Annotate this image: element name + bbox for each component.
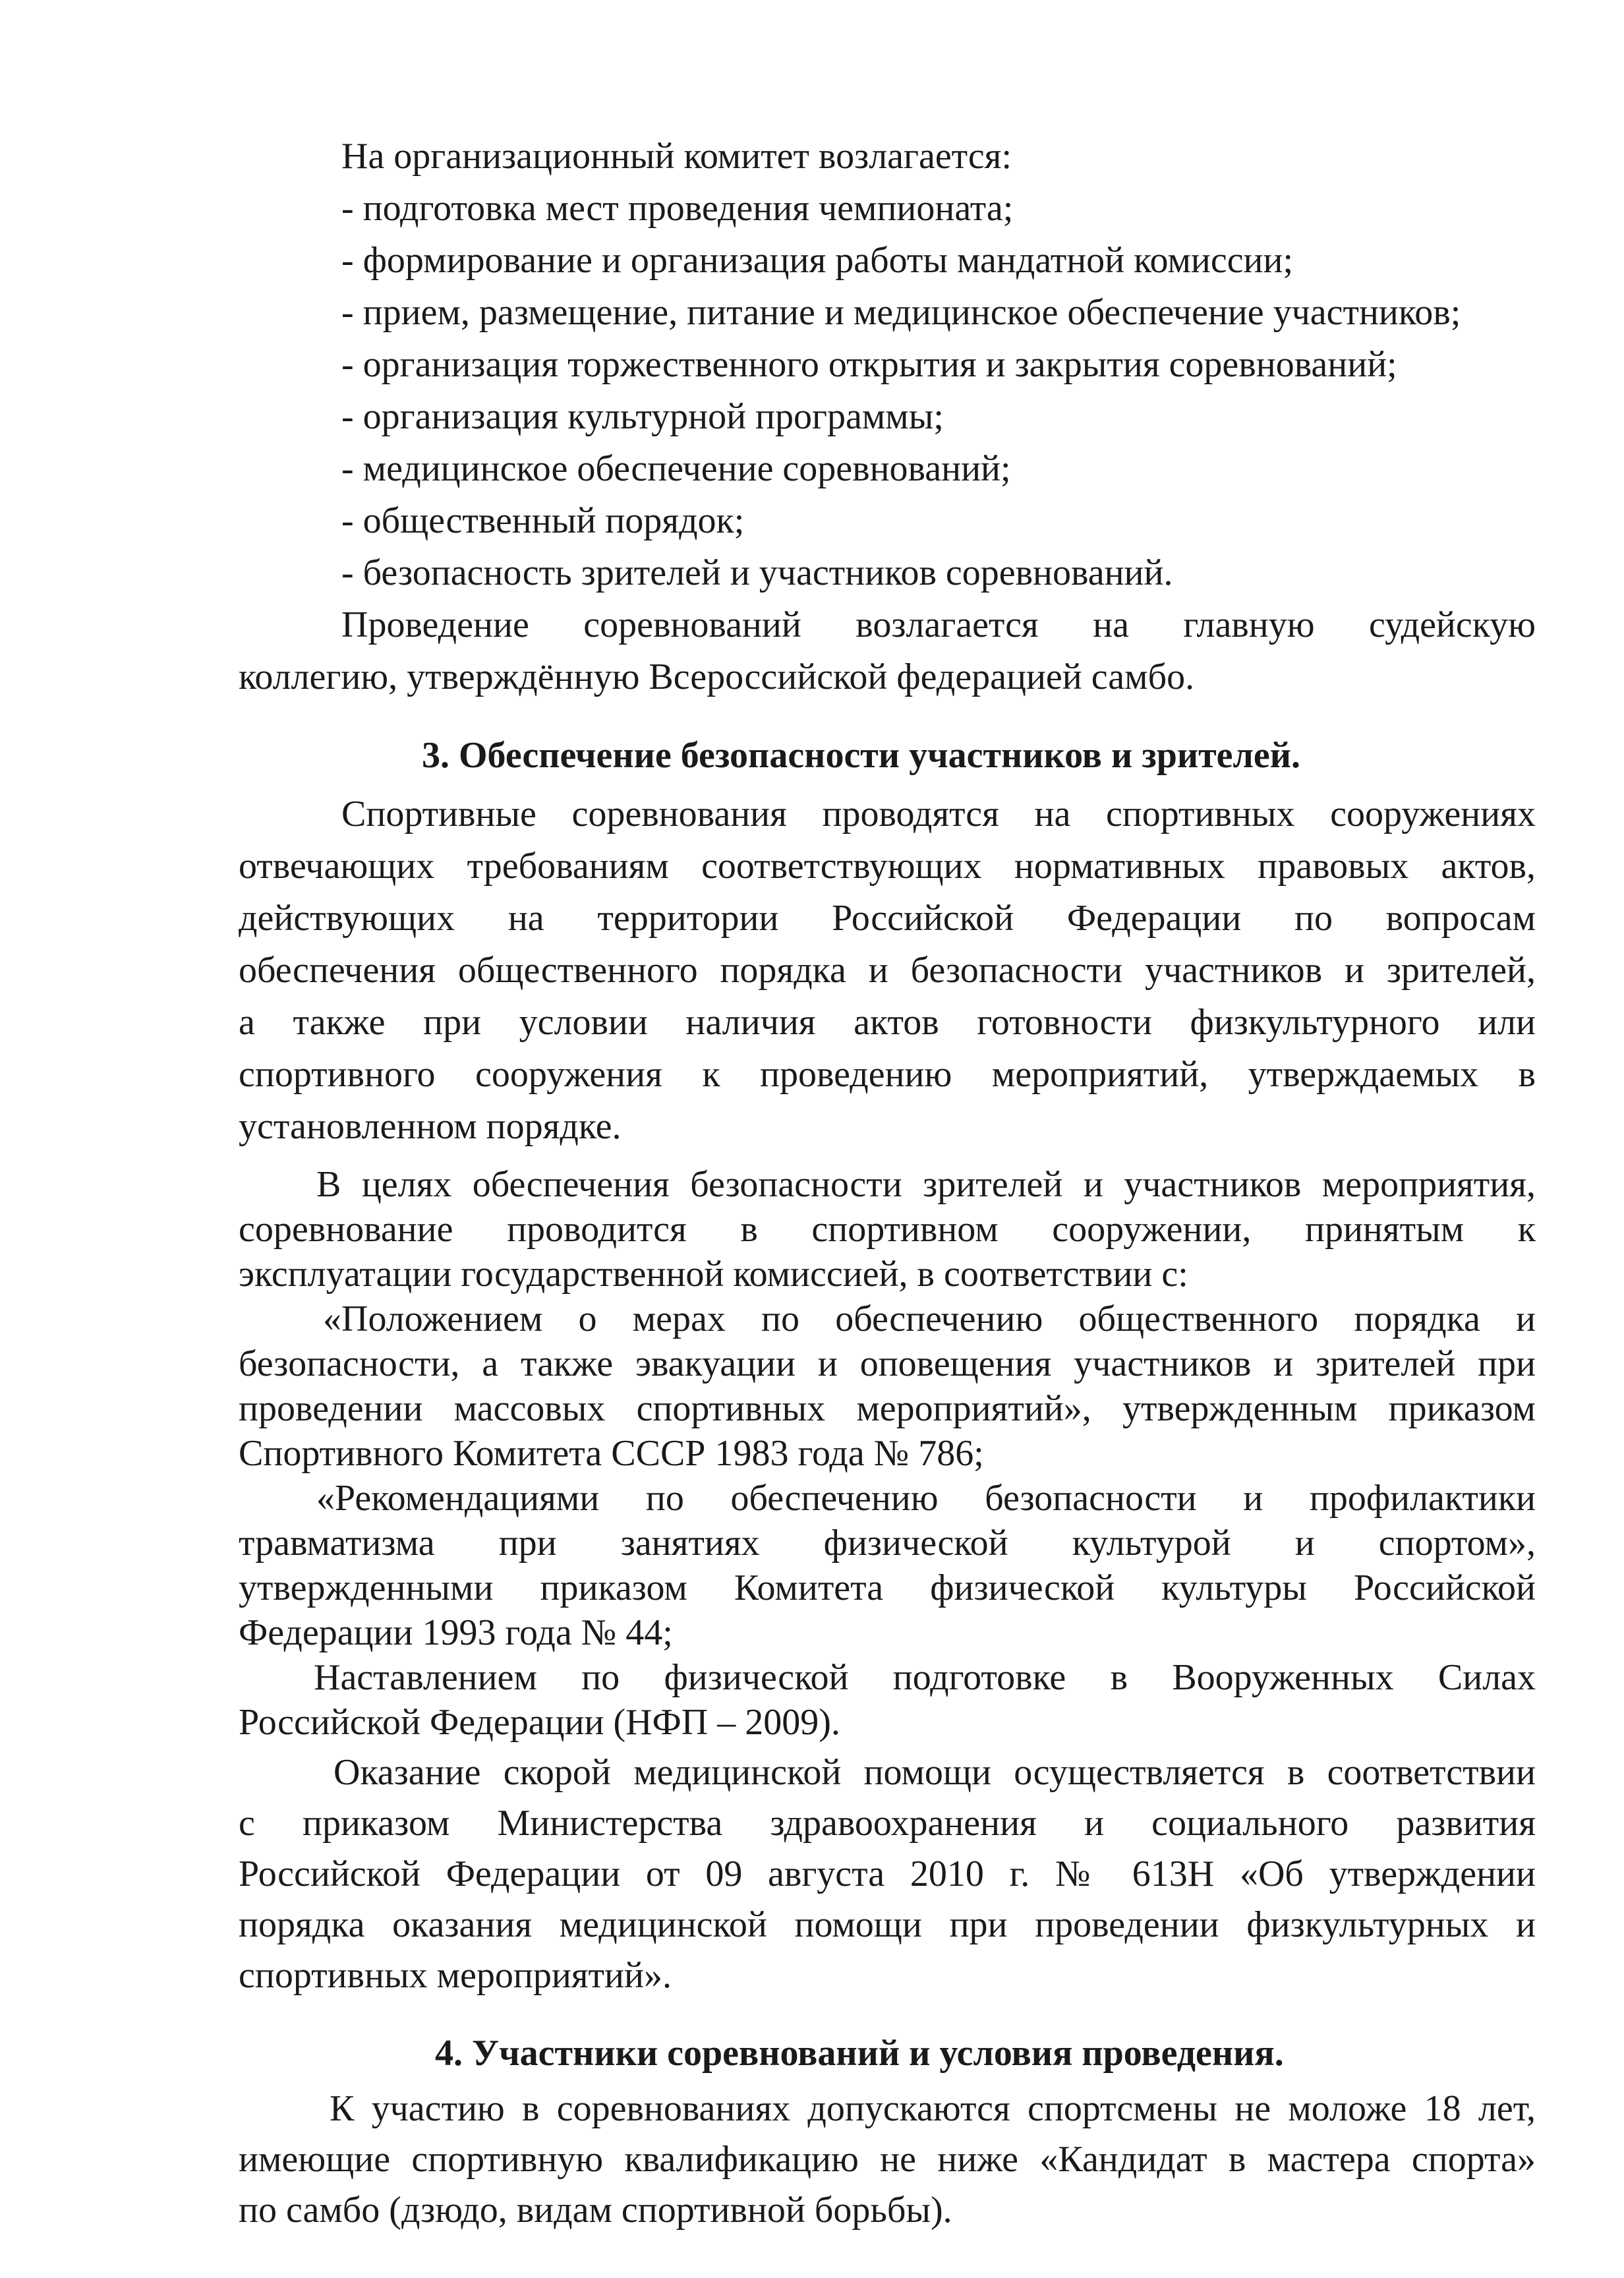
- section-3-paragraph-line: действующих на территории Российской Федерации по вопросам: [239, 898, 1536, 939]
- section-3-paragraph-line: установленном порядке.: [239, 1106, 622, 1147]
- section-4-heading: 4. Участники соревнований и условия проведения.: [435, 2033, 1284, 2074]
- section-3-paragraph-line: эксплуатации государственной комиссией, в соответствии с:: [239, 1254, 1188, 1295]
- section-3-paragraph-line: Наставлением по физической подготовке в Вооруженных Силах: [314, 1657, 1536, 1698]
- section-3-paragraph-line: Оказание скорой медицинской помощи осуществляется в соответствии: [334, 1752, 1536, 1793]
- section-3-paragraph-line: Российской Федерации от 09 августа 2010 г. № 613Н «Об утверждении: [239, 1854, 1536, 1894]
- section-3-paragraph-line: соревнование проводится в спортивном сооружении, принятым к: [239, 1209, 1536, 1250]
- section-3-paragraph-line: безопасности, а также эвакуации и оповещения участников и зрителей при: [239, 1343, 1536, 1384]
- section-3-paragraph-line: травматизма при занятиях физической культурой и спортом»,: [239, 1523, 1536, 1563]
- section-3-paragraph-line: «Положением о мерах по обеспечению общественного порядка и: [323, 1299, 1536, 1339]
- committee-intro: На организационный комитет возлагается:: [341, 136, 1012, 177]
- section-3-paragraph-line: обеспечения общественного порядка и безопасности участников и зрителей,: [239, 950, 1536, 991]
- section-3-paragraph-line: спортивного сооружения к проведению мероприятий, утверждаемых в: [239, 1054, 1536, 1095]
- section-3-paragraph-line: проведении массовых спортивных мероприятий», утвержденным приказом: [239, 1388, 1536, 1429]
- section-3-paragraph-line: Федерации 1993 года № 44;: [239, 1612, 673, 1653]
- duty-item: - формирование и организация работы мандатной комиссии;: [341, 240, 1294, 281]
- section-4-paragraph-line: имеющие спортивную квалификацию не ниже «Кандидат в мастера спорта»: [239, 2139, 1536, 2180]
- duty-item: - организация культурной программы;: [341, 396, 944, 437]
- section-3-paragraph-line: спортивных мероприятий».: [239, 1955, 672, 1996]
- section-3-heading: 3. Обеспечение безопасности участников и зрителей.: [422, 735, 1301, 776]
- duty-item: - медицинское обеспечение соревнований;: [341, 448, 1011, 489]
- section-3-paragraph-line: Российской Федерации (НФП – 2009).: [239, 1702, 840, 1743]
- duty-item: - прием, размещение, питание и медицинское обеспечение участников;: [341, 292, 1461, 333]
- section-4-paragraph-line: по самбо (дзюдо, видам спортивной борьбы).: [239, 2190, 952, 2231]
- section-3-paragraph-line: Спортивные соревнования проводятся на спортивных сооружениях: [341, 794, 1536, 834]
- duty-item: - организация торжественного открытия и закрытия соревнований;: [341, 344, 1397, 385]
- section-4-paragraph-line: К участию в соревнованиях допускаются спортсмены не моложе 18 лет,: [330, 2088, 1536, 2129]
- section-3-paragraph-line: а также при условии наличия актов готовности физкультурного или: [239, 1002, 1536, 1043]
- section-3-paragraph-line: «Рекомендациями по обеспечению безопасности и профилактики: [316, 1478, 1536, 1519]
- section-3-paragraph-line: порядка оказания медицинской помощи при проведении физкультурных и: [239, 1904, 1536, 1945]
- section-3-paragraph-line: Спортивного Комитета СССР 1983 года № 786;: [239, 1433, 984, 1474]
- section-3-paragraph-line: В целях обеспечения безопасности зрителей и участников мероприятия,: [316, 1164, 1536, 1205]
- duty-item: - общественный порядок;: [341, 500, 745, 541]
- section-3-paragraph-line: утвержденными приказом Комитета физической культуры Российской: [239, 1567, 1536, 1608]
- judges-paragraph-line: Проведение соревнований возлагается на главную судейскую: [341, 604, 1536, 645]
- judges-paragraph-line: коллегию, утверждённую Всероссийской федерацией самбо.: [239, 657, 1195, 697]
- duty-item: - безопасность зрителей и участников соревнований.: [341, 552, 1173, 593]
- section-3-paragraph-line: с приказом Министерства здравоохранения и социального развития: [239, 1803, 1536, 1844]
- duty-item: - подготовка мест проведения чемпионата;: [341, 188, 1014, 229]
- section-3-paragraph-line: отвечающих требованиям соответствующих нормативных правовых актов,: [239, 846, 1536, 887]
